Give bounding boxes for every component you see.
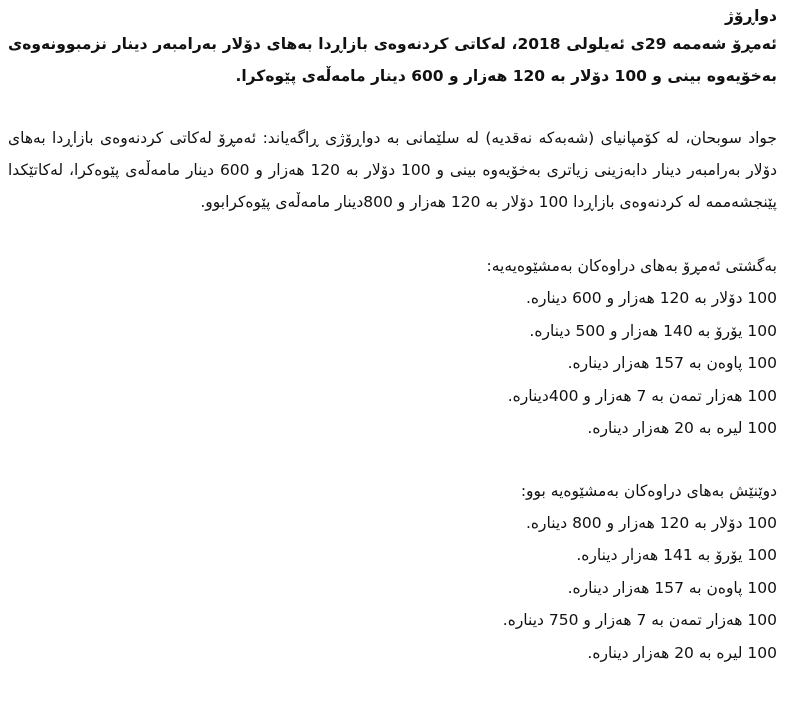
rate-item-irr: 100 هەزار تمەن بە 7 هەزار و 750 دینارە. <box>502 611 777 629</box>
article-title: دواڕۆژ <box>724 7 777 25</box>
paragraph-spacer <box>8 445 777 475</box>
yesterday-rates-heading: دوێنێش بەهای دراوەکان بەمشێوەیە بوو: <box>520 481 777 500</box>
article <box>8 0 777 669</box>
paragraph-spacer <box>8 218 777 250</box>
rate-item-usd: 100 دۆلار بە 120 هەزار و 800 دینارە. <box>525 513 777 532</box>
rate-item-try: 100 لیرە بە 20 هەزار دینارە. <box>587 643 777 662</box>
rate-item-gbp: 100 پاوەن بە 157 هەزار دینارە. <box>567 354 777 372</box>
rate-item-try: 100 لیرە بە 20 هەزار دینارە. <box>587 419 777 437</box>
today-rates-heading: بەگشتی ئەمڕۆ بەهای دراوەکان بەمشێوەیەیە: <box>486 257 777 275</box>
article-body: جواد سوبحان، لە کۆمپانیای (شەبەکە نەقدیە) لە سلێمانی بە دواڕۆژی ڕاگەیاند: ئەمڕۆ لەکاتی کردنەوەی بازاڕدا بەهای دۆلار بەرامبەر دینار دابەزینی زیاتری بەخۆیەوە بینی و 100 دۆلار بە 120 هەزار و 600 دینار مامەڵەی پێوەکرا، لەکاتێکدا پێنجشەممە لە کردنەوەی بازاڕدا 100 دۆلار بە 120 هەزار و 800دینار مامەڵەی پێوەکرابوو. <box>8 129 777 211</box>
paragraph-spacer <box>8 92 777 122</box>
article-lead: ئەمڕۆ شەممە 29ی ئەیلولی 2018، لەکاتی کردنەوەی بازاڕدا بەهای دۆلار بەرامبەر دینار نزمبوونەوەی بەخۆیەوە بینی و 100 دۆلار بە 120 هەزار و 600 دینار مامەڵەی پێوەکرا. <box>8 35 777 85</box>
rate-item-usd: 100 دۆلار بە 120 هەزار و 600 دینارە. <box>525 289 777 307</box>
yesterday-rates-list <box>8 507 777 670</box>
today-rates-list <box>8 282 777 445</box>
rate-item-gbp: 100 پاوەن بە 157 هەزار دینارە. <box>567 578 777 597</box>
rate-item-irr: 100 هەزار تمەن بە 7 هەزار و 400دینارە. <box>507 386 777 405</box>
rate-item-eur: 100 یۆرۆ بە 141 هەزار دینارە. <box>576 546 777 564</box>
rate-item-eur: 100 یۆرۆ بە 140 هەزار و 500 دینارە. <box>529 321 777 340</box>
